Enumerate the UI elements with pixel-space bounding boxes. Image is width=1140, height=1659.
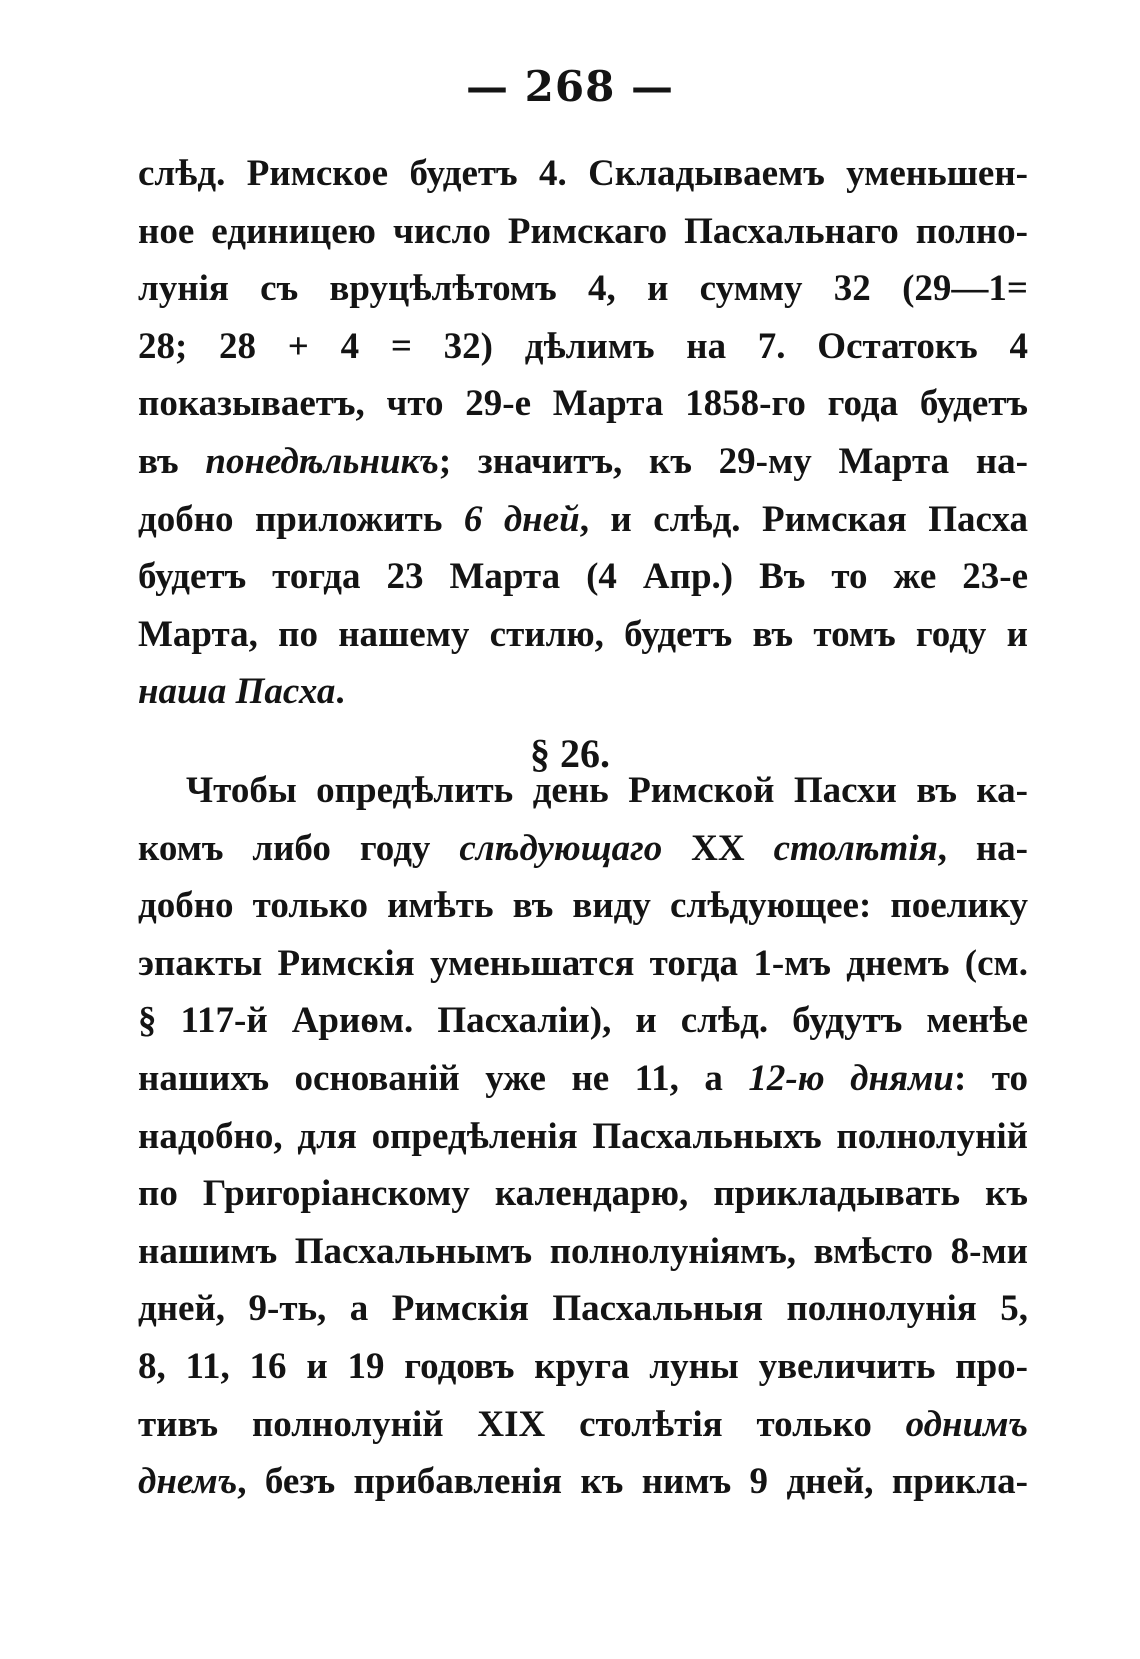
text-line [138,1115,1028,1159]
text-span: . [335,671,345,713]
text-span: дней, 9-ть, а Римскія Пасхальныя полнолунія 5, [138,1288,1028,1330]
text-line [138,999,1028,1043]
italic-span: слѣдующаго [459,827,663,869]
text-line [138,1287,1028,1331]
text-span: добно только имѣть въ виду слѣдующее: поелику [138,885,1028,927]
text-line [138,152,1028,196]
text-line [138,210,1028,254]
text-span: по Григоріанскому календарю, прикладывать къ [138,1173,1028,1215]
text-line [138,1403,1028,1447]
text-line [138,827,1028,871]
text-span: , на- [937,827,1028,869]
italic-span: 6 дней [463,498,580,540]
text-span: 8, 11, 16 и 19 годовъ круга луны увеличить про- [138,1346,1028,1387]
text-line [186,769,1028,813]
page-number: — 268 — [466,62,674,111]
text-span: эпакты Римскія уменьшатся тогда 1-мъ днемъ (см. [138,942,1028,984]
text-span: нашихъ основаній уже не 11, а [138,1058,749,1099]
text-line [138,440,1028,484]
text-span: будетъ тогда 23 Марта (4 Апр.) Въ то же 23-е [138,556,1028,598]
text-line [138,670,1028,714]
text-line [138,1172,1028,1216]
text-span: ное единицею число Римскаго Пасхальнаго полно- [138,210,1028,252]
italic-span: понедѣльникъ [205,441,439,482]
italic-span: 12-ю днями [748,1058,955,1099]
text-span: : то [954,1058,1028,1099]
text-span: комъ либо году [138,827,460,869]
text-line [138,613,1028,657]
text-line [138,382,1028,426]
italic-span: днемъ [138,1461,238,1503]
text-span: , и слѣд. Римская Пасха [579,498,1028,540]
text-line [138,884,1028,928]
text-span: надобно, для опредѣленія Пасхальныхъ полнолуній [138,1115,1028,1157]
text-span: XX [662,827,774,869]
text-span: показываетъ, что 29-е Марта 1858-го года будетъ [138,383,1028,425]
text-line [138,498,1028,542]
text-span: слѣд. Римское будетъ 4. Складываемъ уменьшен- [138,153,1028,194]
text-span: ; значитъ, къ 29-му Марта на- [438,441,1028,482]
text-line [138,1345,1028,1389]
text-line [138,267,1028,311]
text-span: тивъ полнолуній XIX столѣтія только [138,1403,906,1445]
text-span: § 117-й Ариѳм. Пасхаліи), и слѣд. будутъ менѣе [138,1000,1028,1042]
text-span: , безъ прибавленія къ нимъ 9 дней, прикла- [237,1461,1028,1503]
text-line [138,1057,1028,1101]
text-span: Марта, по нашему стилю, будетъ въ томъ году и [138,613,1028,655]
text-line [138,1460,1028,1504]
italic-span: столѣтія [773,827,938,869]
text-line [138,555,1028,599]
text-line [138,1230,1028,1274]
text-span: 28; 28 + 4 = 32) дѣлимъ на 7. Остатокъ 4 [138,325,1028,367]
text-span: лунія съ вруцѣлѣтомъ 4, и сумму 32 (29—1= [138,268,1028,310]
text-span: добно приложить [138,498,464,540]
text-line [138,325,1028,369]
italic-span: наша Пасха [138,671,336,713]
italic-span: однимъ [905,1403,1028,1445]
text-line [138,942,1028,986]
section-heading: § 26. [530,731,610,776]
text-span: нашимъ Пасхальнымъ полнолуніямъ, вмѣсто 8-ми [138,1230,1028,1272]
text-span: Чтобы опредѣлить день Римской Пасхи въ ка- [186,770,1028,811]
text-span: въ [138,441,206,482]
